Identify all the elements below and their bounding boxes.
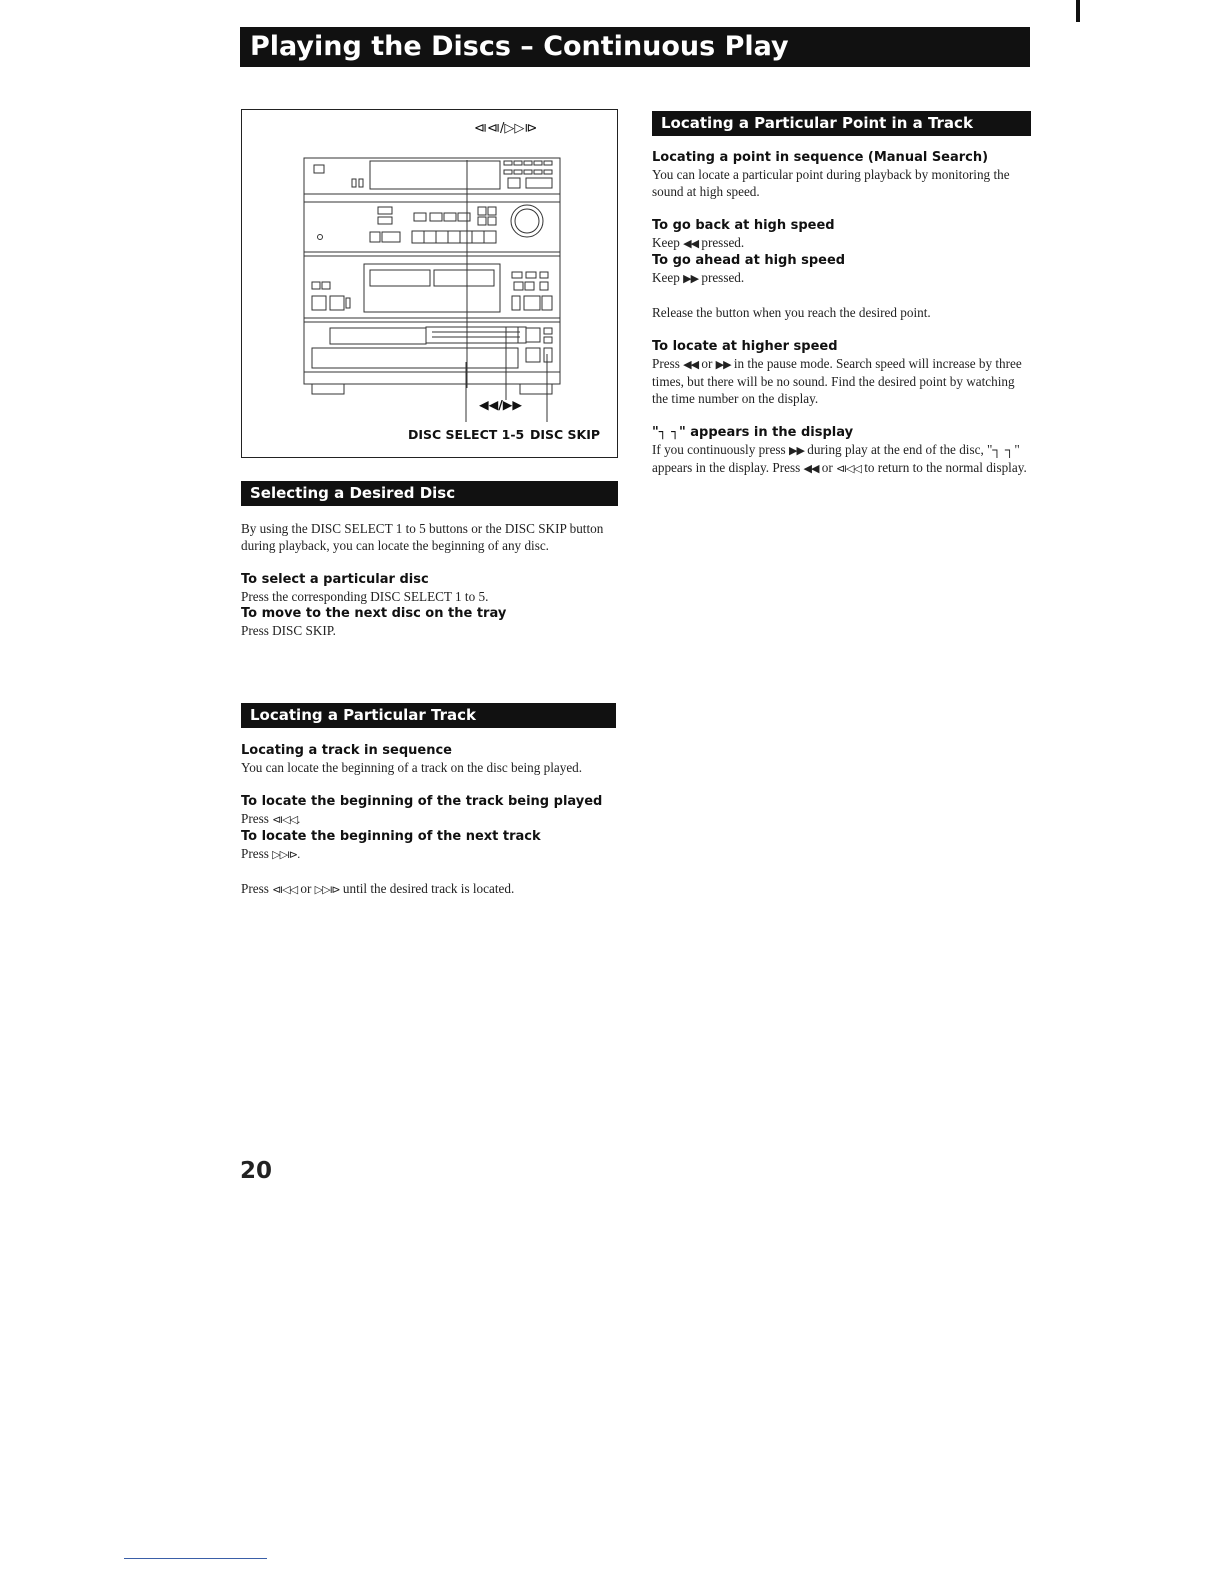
prev-track-symbol: ⧏◁◁	[272, 883, 298, 896]
rewind-symbol: ◀◀	[803, 462, 819, 475]
next-disc-heading: To move to the next disc on the tray	[241, 606, 507, 621]
or-word: or	[300, 881, 312, 896]
page-number: 20	[240, 1158, 273, 1184]
section-heading-selecting: Selecting a Desired Disc	[241, 481, 618, 506]
fast-forward-symbol: ▶▶	[789, 444, 804, 457]
track-seq-text: You can locate the beginning of a track on the disc being played.	[241, 760, 583, 775]
fast-forward-symbol: ▶▶	[683, 272, 699, 285]
go-back-text	[652, 234, 1031, 252]
press-word: Press	[241, 811, 269, 826]
bottom-rule	[124, 1558, 267, 1559]
selecting-section	[241, 520, 618, 639]
prev-track-symbol: ⧏◁◁.	[272, 813, 300, 826]
disc-skip-label: DISC SKIP	[530, 427, 601, 442]
rewind-symbol: ◀◀	[683, 237, 699, 250]
manual-search-text: You can locate a particular point during playback by monitoring the sound at high speed.	[652, 167, 1010, 199]
track-next-text	[241, 845, 616, 863]
next-disc-text: Press DISC SKIP.	[241, 623, 336, 638]
disc-select-label: DISC SELECT 1-5	[408, 427, 525, 442]
fast-forward-symbol: ▶▶	[715, 358, 731, 371]
stereo-figure	[241, 109, 618, 458]
edge-tab-marker	[1076, 0, 1080, 22]
section-heading-point: Locating a Particular Point in a Track	[652, 111, 1031, 136]
select-disc-heading: To select a particular disc	[241, 572, 429, 587]
prev-track-symbol: ⧏◁◁	[836, 462, 861, 475]
go-ahead-text	[652, 269, 1031, 287]
track-seq-heading: Locating a track in sequence	[241, 743, 452, 758]
release-text: Release the button when you reach the desired point.	[652, 305, 931, 320]
track-current-text	[241, 810, 616, 828]
manual-search-heading: Locating a point in sequence (Manual Search)	[652, 150, 989, 165]
select-disc-text: Press the corresponding DISC SELECT 1 to 5.	[241, 589, 489, 604]
track-until-text	[241, 880, 616, 898]
keep-word: Keep	[652, 270, 680, 285]
pressed-word: pressed.	[701, 270, 745, 285]
search-label: ◀◀/▶▶	[479, 397, 523, 412]
track-section	[241, 742, 616, 898]
point-section	[652, 149, 1031, 477]
or-word: or	[701, 356, 713, 371]
press-word: Press	[652, 356, 680, 371]
higher-speed-heading: To locate at higher speed	[652, 339, 838, 354]
next-track-symbol: ▷▷⧐	[314, 883, 340, 896]
press-word: Press	[241, 846, 269, 861]
press-word: Press	[241, 881, 269, 896]
next-track-symbol: ▷▷⧐.	[272, 848, 300, 861]
or-word: or	[821, 460, 833, 475]
prev-next-label: ⧏⧏/▷▷⧐	[474, 121, 538, 136]
display-text-c: to return to the normal display.	[864, 460, 1027, 475]
go-ahead-heading: To go ahead at high speed	[652, 253, 846, 268]
higher-speed-rest: in the pause mode. Search speed will increase by three times, but there will be no sound. Find the desired point by watching the time number on the display.	[652, 356, 1022, 406]
rewind-symbol: ◀◀	[683, 358, 699, 371]
display-text	[652, 441, 1031, 477]
pressed-word: pressed.	[701, 235, 745, 250]
track-next-heading: To locate the beginning of the next track	[241, 829, 541, 844]
selecting-intro: By using the DISC SELECT 1 to 5 buttons or the DISC SKIP button during playback, you can locate the beginning of any disc.	[241, 521, 604, 553]
higher-speed-text	[652, 355, 1031, 407]
display-heading: "┐ ┐" appears in the display	[652, 425, 854, 440]
section-heading-track: Locating a Particular Track	[241, 703, 616, 728]
display-text-a: If you continuously press	[652, 442, 786, 457]
until-rest: until the desired track is located.	[342, 881, 515, 896]
display-text-b: during play at the end of the disc, "┐ ┐" appears in the display. Press	[652, 442, 1020, 475]
keep-word: Keep	[652, 235, 680, 250]
go-back-heading: To go back at high speed	[652, 218, 835, 233]
stereo-unit-drawing	[242, 110, 619, 459]
track-current-heading: To locate the beginning of the track being played	[241, 794, 603, 809]
page-title: Playing the Discs – Continuous Play	[240, 27, 1030, 67]
